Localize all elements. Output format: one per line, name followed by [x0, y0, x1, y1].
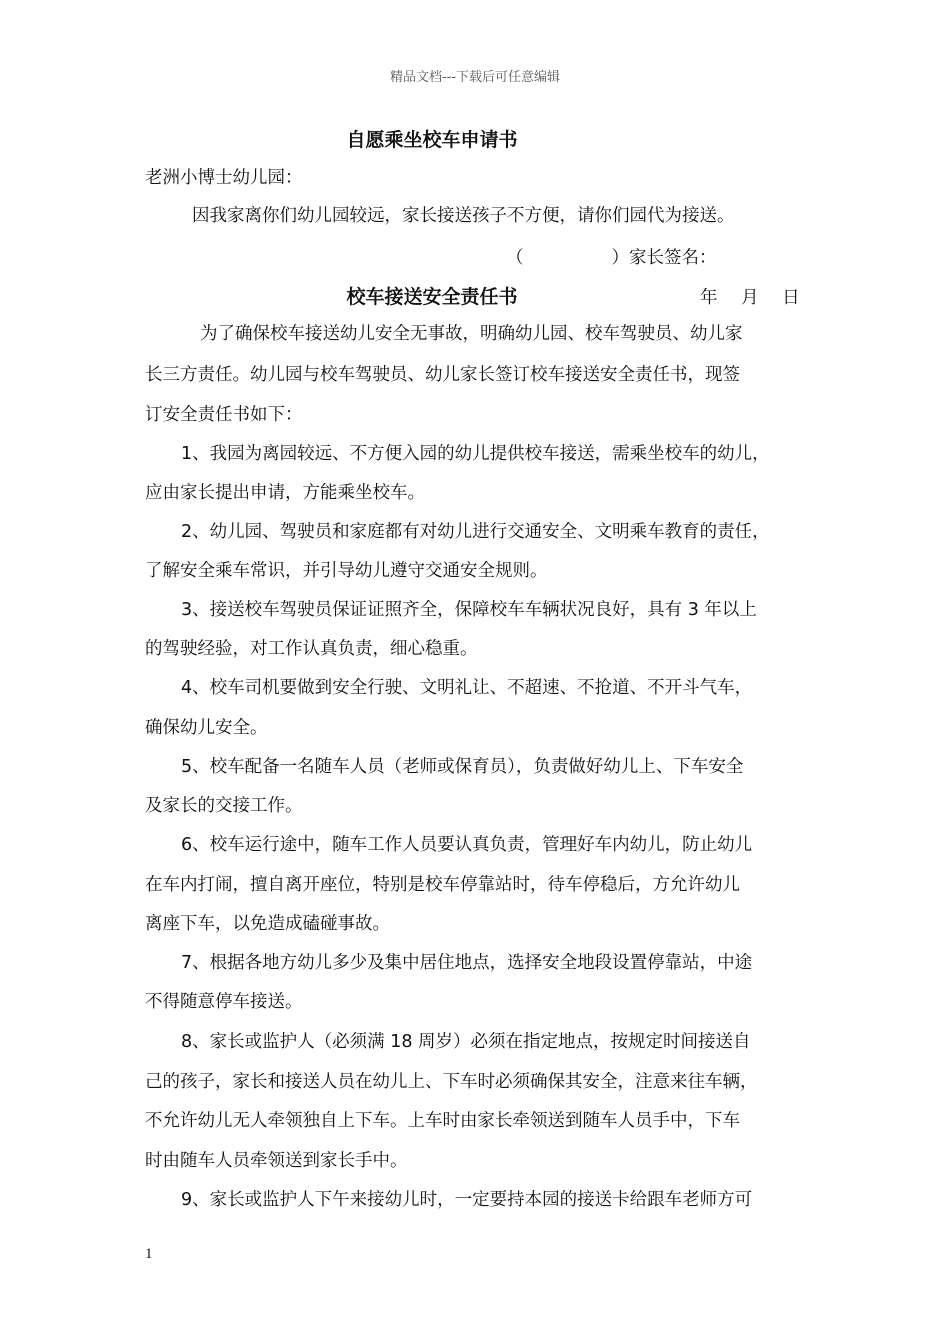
signature-open-paren: （ — [506, 248, 524, 268]
date-field: 年 月 日 — [700, 288, 800, 308]
application-body: 因我家离你们幼儿园较远，家长接送孩子不方便，请你们园代为接送。 — [192, 206, 735, 226]
paragraph-line: 订安全责任书如下： — [145, 405, 303, 425]
paragraph-line: 及家长的交接工作。 — [145, 796, 303, 816]
parent-signature-line — [506, 244, 717, 269]
paragraph-line: 6、校车运行途中，随车工作人员要认真负责，管理好车内幼儿，防止幼儿 — [181, 835, 753, 855]
paragraph-line: 7、根据各地方幼儿多少及集中居住地点，选择安全地段设置停靠站，中途 — [181, 953, 753, 973]
paragraph-line: 不得随意停车接送。 — [145, 992, 303, 1012]
paragraph-line: 3、接送校车驾驶员保证证照齐全，保障校车车辆状况良好，具有 3 年以上 — [181, 600, 757, 620]
paragraph-line: 时由随车人员牵领送到家长手中。 — [145, 1151, 408, 1171]
paragraph-line: 了解安全乘车常识，并引导幼儿遵守交通安全规则。 — [145, 561, 548, 581]
paragraph-line: 己的孩子，家长和接送人员在幼儿上、下车时必须确保其安全，注意来往车辆， — [145, 1072, 758, 1092]
paragraph-line: 8、家长或监护人（必须满 18 周岁）必须在指定地点，按规定时间接送自 — [181, 1032, 751, 1052]
responsibility-title: 校车接送安全责任书 — [346, 286, 518, 308]
paragraph-line: 在车内打闹，擅自离开座位，特别是校车停靠站时，待车停稳后，方允许幼儿 — [145, 875, 740, 895]
paragraph-line: 2、幼儿园、驾驶员和家庭都有对幼儿进行交通安全、文明乘车教育的责任， — [181, 522, 770, 542]
header-note: 精品文档---下载后可任意编辑 — [389, 70, 561, 85]
signature-label: ）家长签名： — [611, 248, 717, 268]
application-addressee: 老洲小博士幼儿园： — [145, 168, 303, 188]
paragraph-line: 应由家长提出申请，方能乘坐校车。 — [145, 483, 425, 503]
paragraph-line: 4、校车司机要做到安全行驶、文明礼让、不超速、不抢道、不开斗气车， — [181, 678, 753, 698]
paragraph-line: 长三方责任。幼儿园与校车驾驶员、幼儿家长签订校车接送安全责任书，现签 — [145, 365, 740, 385]
paragraph-line: 5、校车配备一名随车人员（老师或保育员），负责做好幼儿上、下车安全 — [181, 757, 744, 777]
paragraph-line: 的驾驶经验，对工作认真负责，细心稳重。 — [145, 639, 478, 659]
paragraph-line: 9、家长或监护人下午来接幼儿时，一定要持本园的接送卡给跟车老师方可 — [181, 1190, 753, 1210]
paragraph-line: 1、我园为离园较远、不方便入园的幼儿提供校车接送，需乘坐校车的幼儿， — [181, 444, 770, 464]
paragraph-line: 确保幼儿安全。 — [145, 718, 268, 738]
paragraph-line: 为了确保校车接送幼儿安全无事故，明确幼儿园、校车驾驶员、幼儿家 — [200, 324, 743, 344]
paragraph-line: 不允许幼儿无人牵领独自上下车。上车时由家长牵领送到随车人员手中，下车 — [145, 1111, 740, 1131]
page-number: 1 — [145, 1246, 153, 1262]
paragraph-line: 离座下车，以免造成磕碰事故。 — [145, 914, 390, 934]
application-title: 自愿乘坐校车申请书 — [346, 129, 518, 151]
